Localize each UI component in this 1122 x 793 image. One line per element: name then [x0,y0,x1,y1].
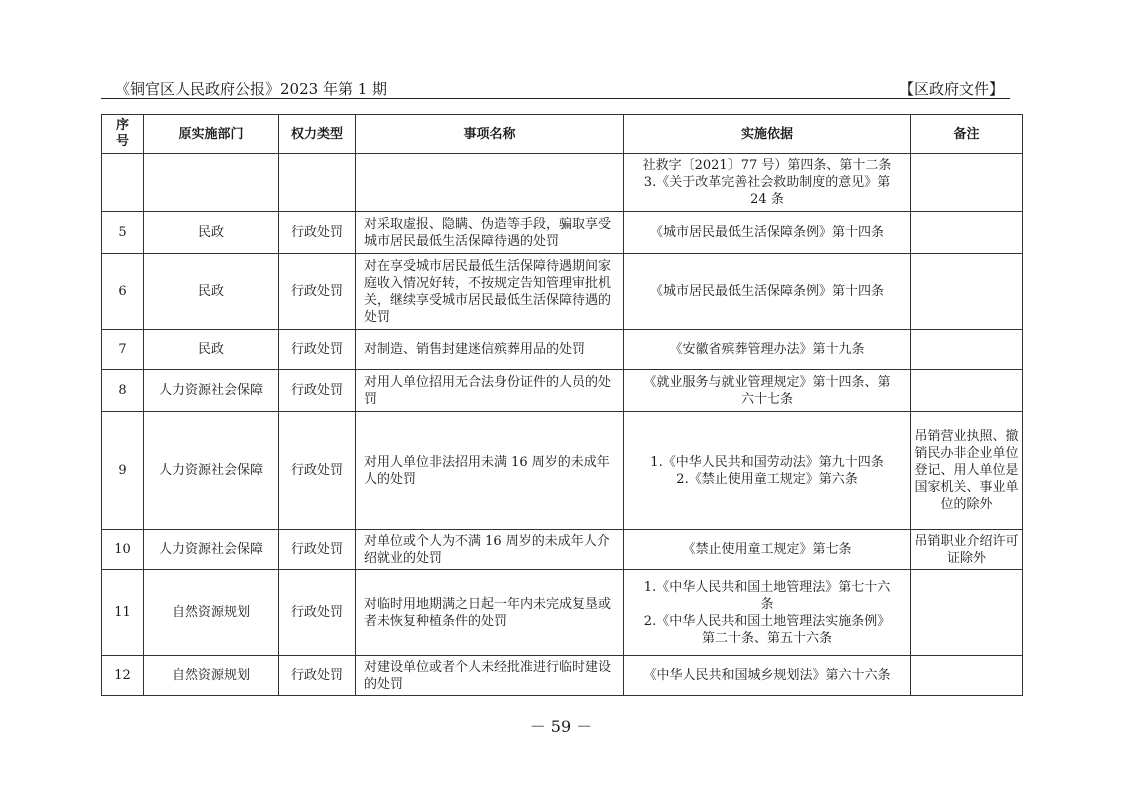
cell-basis [624,254,911,330]
cell-department: 人力资源社会保障 [144,412,279,530]
basis-line: 条 [760,596,774,612]
basis-line: 24 条 [750,192,784,207]
cell-basis [624,154,911,212]
cell-department: 民政 [144,254,279,330]
cell-item-name: 对制造、销售封建迷信殡葬用品的处罚 [356,330,624,370]
basis-line: 3.《关于改革完善社会救助制度的意见》第 [643,175,891,190]
cell-basis [624,530,911,570]
cell-department: 自然资源规划 [144,570,279,656]
basis-line: 1.《中华人民共和国土地管理法》第七十六 [643,579,891,595]
section-label: 【区政府文件】 [898,80,1004,98]
col-header-power-type: 权力类型 [279,115,356,154]
cell-basis [624,412,911,530]
table-row [102,570,1023,656]
table-row [102,330,1023,370]
cell-remarks [911,656,1023,696]
cell-number: 5 [102,212,144,254]
cell-number: 12 [102,656,144,696]
page-number: － 59 － [529,717,593,736]
cell-number: 8 [102,370,144,412]
cell-number: 10 [102,530,144,570]
cell-power-type: 行政处罚 [279,330,356,370]
basis-line: 《就业服务与就业管理规定》第十四条、第 [643,374,891,390]
cell-power-type: 行政处罚 [279,412,356,530]
basis-line: 1.《中华人民共和国劳动法》第九十四条 [650,454,884,470]
cell-department: 人力资源社会保障 [144,530,279,570]
table-header-row [102,115,1023,154]
table-row [102,154,1023,212]
cell-number: 7 [102,330,144,370]
table-row [102,412,1023,530]
cell-department: 民政 [144,330,279,370]
cell-power-type [279,154,356,212]
basis-line: 《中华人民共和国城乡规划法》第六十六条 [643,668,891,683]
cell-remarks: 吊销职业介绍许可证除外 [911,530,1023,570]
cell-basis [624,370,911,412]
basis-line: 《城市居民最低生活保障条例》第十四条 [649,225,884,240]
table-row [102,530,1023,570]
cell-power-type: 行政处罚 [279,530,356,570]
col-header-number: 序号 [102,115,144,154]
basis-line: 2.《禁止使用童工规定》第六条 [676,471,858,487]
cell-item-name: 对用人单位非法招用未满 16 周岁的未成年人的处罚 [356,412,624,530]
cell-power-type: 行政处罚 [279,212,356,254]
col-header-remarks: 备注 [911,115,1023,154]
cell-department [144,154,279,212]
table-row [102,254,1023,330]
cell-basis [624,212,911,254]
cell-remarks [911,370,1023,412]
col-header-basis: 实施依据 [624,115,911,154]
cell-item-name: 对用人单位招用无合法身份证件的人员的处罚 [356,370,624,412]
cell-basis [624,570,911,656]
basis-line: 六十七条 [740,391,793,407]
cell-item-name: 对单位或个人为不满 16 周岁的未成年人介绍就业的处罚 [356,530,624,570]
col-header-department: 原实施部门 [144,115,279,154]
document-header [101,76,1010,99]
cell-item-name: 对建设单位或者个人未经批准进行临时建设的处罚 [356,656,624,696]
cell-remarks [911,254,1023,330]
cell-number: 6 [102,254,144,330]
cell-power-type: 行政处罚 [279,656,356,696]
basis-line: 《安徽省殡葬管理办法》第十九条 [669,342,865,357]
bulletin-title: 《铜官区人民政府公报》2023 年第 1 期 [115,80,388,98]
cell-item-name [356,154,624,212]
cell-basis [624,330,911,370]
basis-line: 2.《中华人民共和国土地管理法实施条例》 [643,613,891,629]
cell-department: 自然资源规划 [144,656,279,696]
basis-line: 第二十条、第五十六条 [701,630,832,646]
cell-remarks: 吊销营业执照、撤销民办非企业单位登记、用人单位是国家机关、事业单位的除外 [911,412,1023,530]
cell-item-name: 对临时用地期满之日起一年内未完成复垦或者未恢复种植条件的处罚 [356,570,624,656]
cell-remarks [911,154,1023,212]
cell-item-name: 对在享受城市居民最低生活保障待遇期间家庭收入情况好转，不按规定告知管理审批机关，继续享受城市居民最低生活保障待遇的处罚 [356,254,624,330]
power-list-table [101,114,1023,696]
cell-remarks [911,212,1023,254]
table-row [102,370,1023,412]
table-row [102,212,1023,254]
cell-item-name: 对采取虚报、隐瞒、伪造等手段，骗取享受城市居民最低生活保障待遇的处罚 [356,212,624,254]
cell-department: 民政 [144,212,279,254]
cell-number [102,154,144,212]
cell-department: 人力资源社会保障 [144,370,279,412]
cell-power-type: 行政处罚 [279,370,356,412]
cell-power-type: 行政处罚 [279,570,356,656]
cell-remarks [911,570,1023,656]
cell-remarks [911,330,1023,370]
basis-line: 《城市居民最低生活保障条例》第十四条 [649,284,884,299]
basis-line: 社救字〔2021〕77 号）第四条、第十二条 [642,158,892,173]
cell-power-type: 行政处罚 [279,254,356,330]
cell-basis [624,656,911,696]
basis-line: 《禁止使用童工规定》第七条 [682,542,852,557]
cell-number: 9 [102,412,144,530]
table-row [102,656,1023,696]
cell-number: 11 [102,570,144,656]
col-header-item-name: 事项名称 [356,115,624,154]
